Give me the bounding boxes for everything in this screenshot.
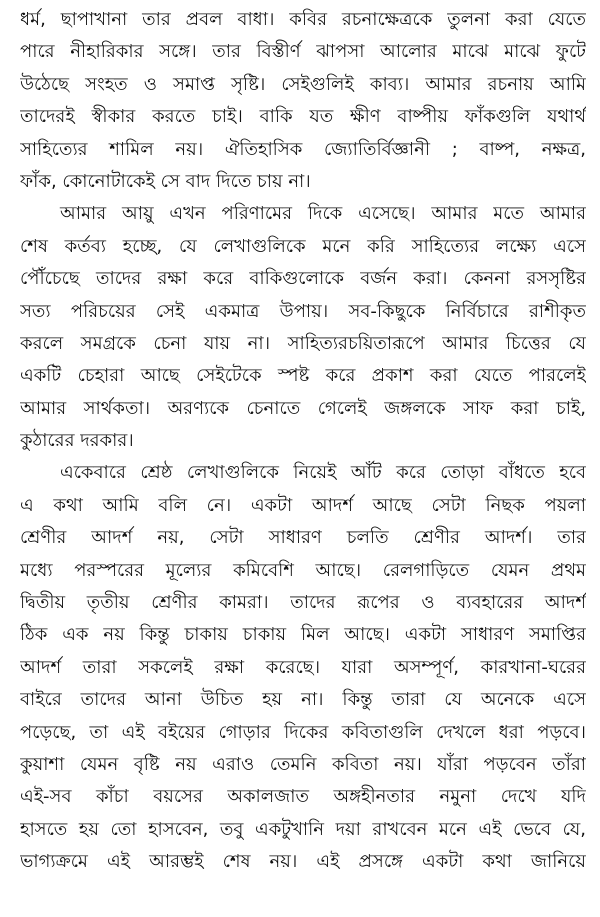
text-line: ঠিক এক নয় কিন্তু চাকায় চাকায় মিল আছে। একটা সাধারণ সমাপ্তির (20, 624, 586, 646)
paragraph (20, 4, 586, 198)
text-line: পড়েছে, তা এই বইয়ের গোড়ার দিকের কবিতাগুলি দেখলে ধরা পড়বে। (20, 721, 586, 743)
text-line: আমার সার্থকতা। অরণ্যকে চেনাতে গেলেই জঙ্গলকে সাফ করা চাই, (20, 397, 586, 419)
text-line: সাহিত্যের শামিল নয়। ঐতিহাসিক জ্যোতির্বিজ্ঞানী ; বাষ্প, নক্ষত্র, (20, 138, 586, 160)
document-page (20, 4, 586, 879)
text-line: পৌঁচেছে তাদের রক্ষা করে বাকিগুলোকে বর্জন করা। কেননা রসসৃষ্টির (20, 268, 586, 290)
text-line: মধ্যে পরস্পরের মূল্যের কমিবেশি আছে। রেলগাড়িতে যেমন প্রথম (20, 559, 586, 581)
paragraph (20, 457, 586, 878)
paragraph (20, 198, 586, 457)
text-line: এই-সব কাঁচা বয়সের অকালজাত অঙ্গহীনতার নমুনা দেখে যদি (20, 786, 586, 808)
text-line: কুঠারের দরকার। (20, 430, 134, 452)
text-line: পারে নীহারিকার সঙ্গে। তার বিস্তীর্ণ ঝাপসা আলোর মাঝে মাঝে ফুটে (20, 41, 586, 63)
text-line: সত্য পরিচয়ের সেই একমাত্র উপায়। সব-কিছুকে নির্বিচারে রাশীকৃত (20, 300, 586, 322)
text-line: শ্রেণীর আদর্শ নয়, সেটা সাধারণ চলতি শ্রেণীর আদর্শ। তার (20, 527, 586, 549)
text-line: কুয়াশা যেমন বৃষ্টি নয় এরাও তেমনি কবিতা নয়। যাঁরা পড়বেন তাঁরা (20, 753, 586, 775)
text-line: ধর্ম, ছাপাখানা তার প্রবল বাধা। কবির রচনাক্ষেত্রকে তুলনা করা যেতে (20, 9, 586, 30)
text-line: তাদেরই স্বীকার করতে চাই। বাকি যত ক্ষীণ বাষ্পীয় ফাঁকগুলি যথার্থ (20, 106, 586, 128)
text-line: দ্বিতীয় তৃতীয় শ্রেণীর কামরা। তাদের রূপের ও ব্যবহারের আদর্শ (20, 592, 586, 614)
text-line: এ কথা আমি বলি নে। একটা আদর্শ আছে সেটা নিছক পয়লা (20, 494, 586, 516)
text-line: ফাঁক, কোনোটাকেই সে বাদ দিতে চায় না। (20, 170, 311, 192)
text-line: আদর্শ তারা সকলেই রক্ষা করেছে। যারা অসম্পূর্ণ, কারখানা-ঘরের (20, 656, 586, 678)
text-line: আমার আয়ু এখন পরিণামের দিকে এসেছে। আমার মতে আমার (60, 203, 586, 225)
text-line: ভাগ্যক্রমে এই আরম্ভই শেষ নয়। এই প্রসঙ্গে একটা কথা জানিয়ে (20, 851, 586, 873)
text-line: শেষ কর্তব্য হচ্ছে, যে লেখাগুলিকে মনে করি সাহিত্যের লক্ষ্যে এসে (20, 235, 586, 257)
text-line: হাসতে হয় তো হাসবেন, তবু একটুখানি দয়া রাখবেন মনে এই ভেবে যে, (20, 818, 586, 840)
text-line: একটি চেহারা আছে সেইটেকে স্পষ্ট করে প্রকাশ করা যেতে পারলেই (20, 365, 586, 387)
text-line: বাইরে তাদের আনা উচিত হয় না। কিন্তু তারা যে অনেকে এসে (20, 689, 586, 711)
text-line: উঠেছে সংহত ও সমাপ্ত সৃষ্টি। সেইগুলিই কাব্য। আমার রচনায় আমি (20, 73, 586, 95)
text-line: একেবারে শ্রেষ্ঠ লেখাগুলিকে নিয়েই আঁট করে তোড়া বাঁধতে হবে (60, 462, 586, 484)
text-line: করলে সমগ্রকে চেনা যায় না। সাহিত্যরচয়িতারূপে আমার চিত্তের যে (20, 332, 586, 354)
